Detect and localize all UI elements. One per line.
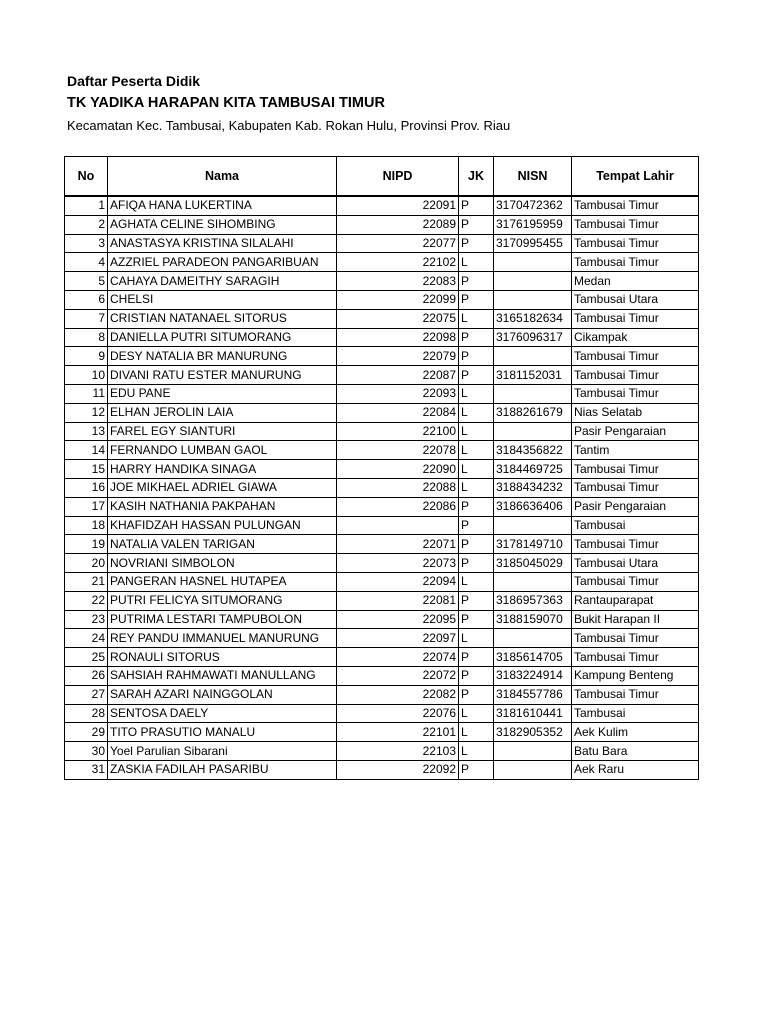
cell-nipd: 22078 [337, 441, 459, 460]
cell-no: 16 [65, 478, 108, 497]
cell-nama: DIVANI RATU ESTER MANURUNG [108, 366, 337, 385]
cell-tempat-lahir: Tambusai Timur [572, 384, 699, 403]
cell-jk: P [459, 535, 494, 554]
cell-nipd: 22087 [337, 366, 459, 385]
cell-nama: DESY NATALIA BR MANURUNG [108, 347, 337, 366]
cell-nisn: 3186957363 [494, 591, 572, 610]
cell-no: 22 [65, 591, 108, 610]
cell-no: 6 [65, 290, 108, 309]
cell-jk: L [459, 742, 494, 761]
cell-nipd: 22086 [337, 497, 459, 516]
cell-tempat-lahir: Tambusai Timur [572, 234, 699, 253]
cell-nipd: 22094 [337, 572, 459, 591]
cell-tempat-lahir: Rantauparapat [572, 591, 699, 610]
cell-nisn [494, 742, 572, 761]
cell-tempat-lahir: Tambusai [572, 704, 699, 723]
cell-nipd: 22093 [337, 384, 459, 403]
cell-no: 2 [65, 215, 108, 234]
cell-nisn [494, 760, 572, 779]
cell-no: 8 [65, 328, 108, 347]
cell-nipd: 22097 [337, 629, 459, 648]
cell-tempat-lahir: Tambusai Timur [572, 535, 699, 554]
cell-tempat-lahir: Pasir Pengaraian [572, 422, 699, 441]
cell-tempat-lahir: Medan [572, 272, 699, 291]
cell-nama: NOVRIANI SIMBOLON [108, 554, 337, 573]
cell-nipd: 22091 [337, 196, 459, 215]
cell-nama: REY PANDU IMMANUEL MANURUNG [108, 629, 337, 648]
table-row [65, 572, 699, 591]
cell-nisn [494, 572, 572, 591]
cell-nipd: 22075 [337, 309, 459, 328]
cell-nama: KASIH NATHANIA PAKPAHAN [108, 497, 337, 516]
cell-tempat-lahir: Tambusai Timur [572, 347, 699, 366]
cell-tempat-lahir: Tambusai Timur [572, 478, 699, 497]
cell-nisn [494, 347, 572, 366]
cell-nisn: 3165182634 [494, 309, 572, 328]
cell-jk: L [459, 441, 494, 460]
cell-nama: PUTRI FELICYA SITUMORANG [108, 591, 337, 610]
student-table [64, 156, 699, 780]
cell-no: 1 [65, 196, 108, 215]
cell-nisn [494, 422, 572, 441]
cell-no: 28 [65, 704, 108, 723]
cell-no: 30 [65, 742, 108, 761]
cell-tempat-lahir: Tambusai Utara [572, 554, 699, 573]
cell-nipd: 22095 [337, 610, 459, 629]
cell-nisn: 3176096317 [494, 328, 572, 347]
cell-nisn: 3186636406 [494, 497, 572, 516]
cell-tempat-lahir: Bukit Harapan II [572, 610, 699, 629]
cell-jk: P [459, 366, 494, 385]
table-row [65, 196, 699, 215]
cell-tempat-lahir: Tambusai Timur [572, 460, 699, 479]
cell-nisn: 3183224914 [494, 666, 572, 685]
cell-nama: SENTOSA DAELY [108, 704, 337, 723]
cell-nisn: 3170472362 [494, 196, 572, 215]
cell-no: 4 [65, 253, 108, 272]
cell-nipd: 22100 [337, 422, 459, 441]
cell-nama: KHAFIDZAH HASSAN PULUNGAN [108, 516, 337, 535]
cell-jk: P [459, 516, 494, 535]
cell-nisn: 3185614705 [494, 648, 572, 667]
cell-nisn: 3184356822 [494, 441, 572, 460]
table-row [65, 760, 699, 779]
cell-no: 27 [65, 685, 108, 704]
cell-jk: P [459, 497, 494, 516]
cell-nipd: 22077 [337, 234, 459, 253]
cell-no: 12 [65, 403, 108, 422]
cell-nisn: 3188261679 [494, 403, 572, 422]
cell-nipd: 22088 [337, 478, 459, 497]
table-row [65, 403, 699, 422]
cell-jk: L [459, 572, 494, 591]
column-header-no: No [65, 157, 108, 197]
cell-nama: AFIQA HANA LUKERTINA [108, 196, 337, 215]
cell-nipd: 22084 [337, 403, 459, 422]
column-header-nisn: NISN [494, 157, 572, 197]
cell-nipd: 22089 [337, 215, 459, 234]
cell-tempat-lahir: Tambusai Timur [572, 253, 699, 272]
cell-jk: P [459, 347, 494, 366]
table-row [65, 328, 699, 347]
cell-no: 10 [65, 366, 108, 385]
cell-tempat-lahir: Batu Bara [572, 742, 699, 761]
cell-jk: L [459, 478, 494, 497]
cell-no: 26 [65, 666, 108, 685]
cell-nama: CRISTIAN NATANAEL SITORUS [108, 309, 337, 328]
cell-nama: ANASTASYA KRISTINA SILALAHI [108, 234, 337, 253]
cell-nipd: 22081 [337, 591, 459, 610]
cell-nipd: 22102 [337, 253, 459, 272]
cell-nama: NATALIA VALEN TARIGAN [108, 535, 337, 554]
cell-tempat-lahir: Tambusai Timur [572, 366, 699, 385]
cell-no: 18 [65, 516, 108, 535]
cell-no: 9 [65, 347, 108, 366]
cell-nama: FERNANDO LUMBAN GAOL [108, 441, 337, 460]
cell-nama: CAHAYA DAMEITHY SARAGIH [108, 272, 337, 291]
table-row [65, 384, 699, 403]
cell-jk: L [459, 384, 494, 403]
cell-nama: ELHAN JEROLIN LAIA [108, 403, 337, 422]
cell-nisn [494, 629, 572, 648]
cell-no: 5 [65, 272, 108, 291]
table-row [65, 253, 699, 272]
cell-nisn [494, 253, 572, 272]
cell-jk: P [459, 215, 494, 234]
cell-jk: L [459, 629, 494, 648]
cell-nipd: 22079 [337, 347, 459, 366]
cell-tempat-lahir: Nias Selatab [572, 403, 699, 422]
cell-nipd: 22098 [337, 328, 459, 347]
cell-no: 19 [65, 535, 108, 554]
cell-nisn: 3188434232 [494, 478, 572, 497]
column-header-tempat-lahir: Tempat Lahir [572, 157, 699, 197]
cell-nama: Yoel Parulian Sibarani [108, 742, 337, 761]
cell-nama: HARRY HANDIKA SINAGA [108, 460, 337, 479]
cell-tempat-lahir: Tambusai Timur [572, 309, 699, 328]
cell-nipd: 22074 [337, 648, 459, 667]
cell-jk: P [459, 290, 494, 309]
table-row [65, 422, 699, 441]
cell-nisn [494, 516, 572, 535]
table-row [65, 629, 699, 648]
cell-jk: L [459, 723, 494, 742]
document-header [67, 70, 510, 137]
cell-tempat-lahir: Tambusai Timur [572, 648, 699, 667]
cell-tempat-lahir: Tambusai Utara [572, 290, 699, 309]
cell-nama: AZZRIEL PARADEON PANGARIBUAN [108, 253, 337, 272]
table-row [65, 347, 699, 366]
cell-nipd: 22090 [337, 460, 459, 479]
cell-no: 11 [65, 384, 108, 403]
cell-nisn: 3185045029 [494, 554, 572, 573]
cell-tempat-lahir: Pasir Pengaraian [572, 497, 699, 516]
cell-nipd: 22073 [337, 554, 459, 573]
cell-nama: SAHSIAH RAHMAWATI MANULLANG [108, 666, 337, 685]
cell-tempat-lahir: Tambusai Timur [572, 685, 699, 704]
cell-jk: P [459, 196, 494, 215]
table-row [65, 215, 699, 234]
location-subtitle: Kecamatan Kec. Tambusai, Kabupaten Kab. Rokan Hulu, Provinsi Prov. Riau [67, 118, 511, 133]
cell-nisn [494, 272, 572, 291]
cell-jk: P [459, 591, 494, 610]
cell-nisn [494, 384, 572, 403]
cell-tempat-lahir: Tambusai Timur [572, 629, 699, 648]
table-row [65, 591, 699, 610]
table-header-row [65, 157, 699, 197]
cell-nisn: 3184469725 [494, 460, 572, 479]
cell-tempat-lahir: Cikampak [572, 328, 699, 347]
table-row [65, 516, 699, 535]
table-row [65, 497, 699, 516]
cell-no: 14 [65, 441, 108, 460]
cell-nipd: 22082 [337, 685, 459, 704]
cell-tempat-lahir: Aek Raru [572, 760, 699, 779]
cell-no: 7 [65, 309, 108, 328]
school-name: TK YADIKA HARAPAN KITA TAMBUSAI TIMUR [67, 95, 385, 111]
cell-no: 23 [65, 610, 108, 629]
cell-tempat-lahir: Tambusai [572, 516, 699, 535]
cell-nipd: 22083 [337, 272, 459, 291]
cell-nama: JOE MIKHAEL ADRIEL GIAWA [108, 478, 337, 497]
cell-nipd: 22072 [337, 666, 459, 685]
table-row [65, 648, 699, 667]
table-row [65, 666, 699, 685]
cell-no: 29 [65, 723, 108, 742]
cell-nama: AGHATA CELINE SIHOMBING [108, 215, 337, 234]
table-row [65, 309, 699, 328]
cell-tempat-lahir: Tambusai Timur [572, 215, 699, 234]
cell-jk: P [459, 610, 494, 629]
cell-jk: P [459, 554, 494, 573]
column-header-jk: JK [459, 157, 494, 197]
cell-nipd [337, 516, 459, 535]
cell-nama: FAREL EGY SIANTURI [108, 422, 337, 441]
cell-nipd: 22099 [337, 290, 459, 309]
cell-nisn: 3181610441 [494, 704, 572, 723]
cell-nama: ZASKIA FADILAH PASARIBU [108, 760, 337, 779]
cell-no: 21 [65, 572, 108, 591]
table-row [65, 441, 699, 460]
cell-nipd: 22101 [337, 723, 459, 742]
cell-tempat-lahir: Tantim [572, 441, 699, 460]
cell-tempat-lahir: Tambusai Timur [572, 196, 699, 215]
cell-nisn: 3188159070 [494, 610, 572, 629]
column-header-nama: Nama [108, 157, 337, 197]
cell-nisn: 3184557786 [494, 685, 572, 704]
cell-nisn: 3178149710 [494, 535, 572, 554]
document-title: Daftar Peserta Didik [67, 73, 201, 89]
cell-jk: L [459, 403, 494, 422]
cell-no: 13 [65, 422, 108, 441]
cell-jk: P [459, 272, 494, 291]
table-row [65, 535, 699, 554]
cell-nama: RONAULI SITORUS [108, 648, 337, 667]
cell-tempat-lahir: Kampung Benteng [572, 666, 699, 685]
cell-nisn: 3176195959 [494, 215, 572, 234]
table-row [65, 685, 699, 704]
table-row [65, 723, 699, 742]
table-row [65, 234, 699, 253]
cell-jk: L [459, 704, 494, 723]
cell-nipd: 22103 [337, 742, 459, 761]
cell-jk: P [459, 760, 494, 779]
cell-nipd: 22071 [337, 535, 459, 554]
cell-no: 25 [65, 648, 108, 667]
cell-jk: L [459, 253, 494, 272]
cell-nisn: 3181152031 [494, 366, 572, 385]
cell-tempat-lahir: Aek Kulim [572, 723, 699, 742]
cell-jk: L [459, 309, 494, 328]
cell-tempat-lahir: Tambusai Timur [572, 572, 699, 591]
cell-no: 24 [65, 629, 108, 648]
cell-jk: L [459, 460, 494, 479]
cell-nama: SARAH AZARI NAINGGOLAN [108, 685, 337, 704]
cell-nipd: 22092 [337, 760, 459, 779]
cell-nama: EDU PANE [108, 384, 337, 403]
cell-no: 17 [65, 497, 108, 516]
cell-nama: TITO PRASUTIO MANALU [108, 723, 337, 742]
cell-nama: PUTRIMA LESTARI TAMPUBOLON [108, 610, 337, 629]
cell-jk: P [459, 666, 494, 685]
cell-no: 15 [65, 460, 108, 479]
cell-no: 3 [65, 234, 108, 253]
table-row [65, 366, 699, 385]
cell-nama: DANIELLA PUTRI SITUMORANG [108, 328, 337, 347]
cell-no: 20 [65, 554, 108, 573]
cell-jk: P [459, 648, 494, 667]
table-row [65, 272, 699, 291]
table-row [65, 460, 699, 479]
cell-jk: P [459, 234, 494, 253]
cell-nama: PANGERAN HASNEL HUTAPEA [108, 572, 337, 591]
cell-nisn [494, 290, 572, 309]
cell-jk: P [459, 328, 494, 347]
cell-nisn: 3170995455 [494, 234, 572, 253]
table-row [65, 704, 699, 723]
table-row [65, 554, 699, 573]
table-row [65, 610, 699, 629]
cell-nipd: 22076 [337, 704, 459, 723]
cell-no: 31 [65, 760, 108, 779]
column-header-nipd: NIPD [337, 157, 459, 197]
table-row [65, 742, 699, 761]
table-row [65, 478, 699, 497]
cell-jk: P [459, 685, 494, 704]
cell-nisn: 3182905352 [494, 723, 572, 742]
cell-nama: CHELSI [108, 290, 337, 309]
cell-jk: L [459, 422, 494, 441]
table-row [65, 290, 699, 309]
